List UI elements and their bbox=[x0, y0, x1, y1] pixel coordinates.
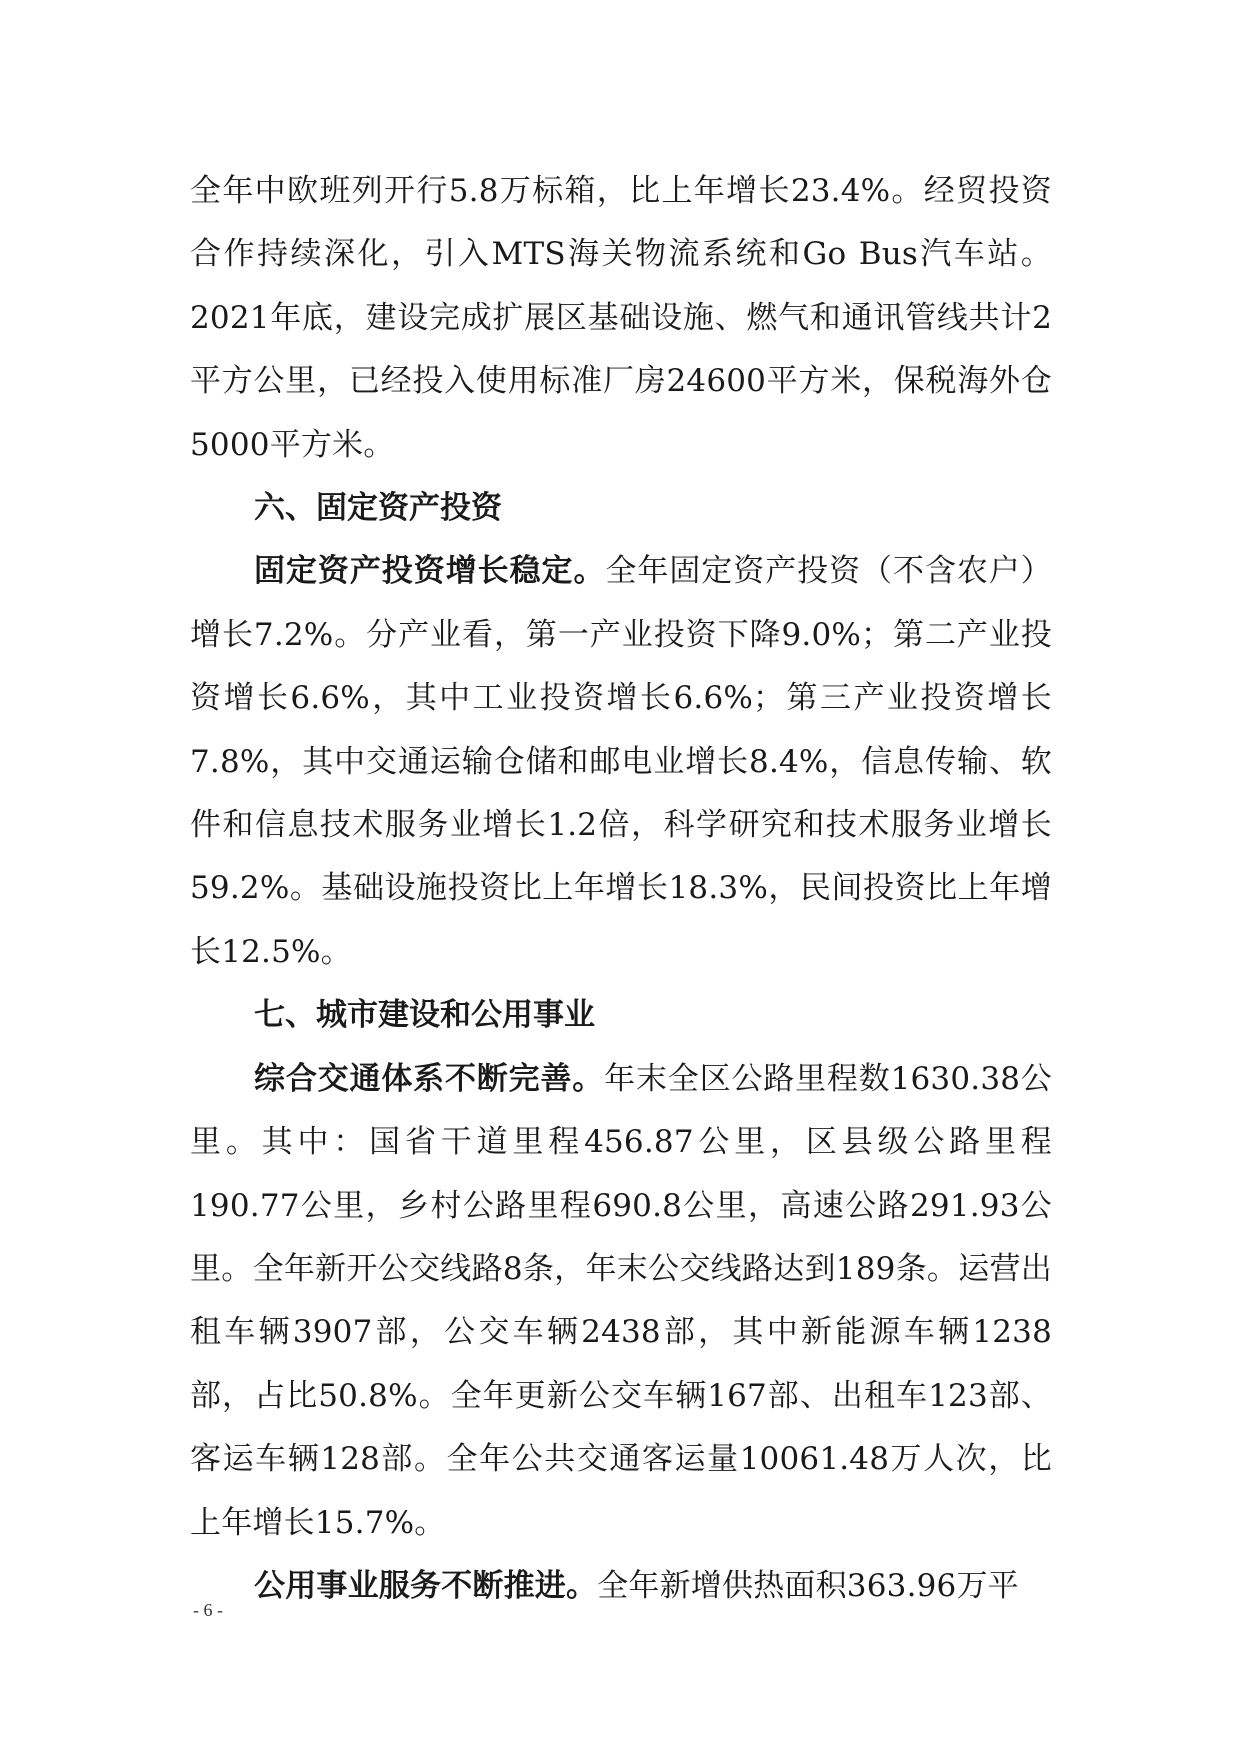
paragraph-fixed-asset-investment bbox=[190, 540, 1052, 984]
paragraph-text: 全年中欧班列开行5.8万标箱，比上年增长23.4%。经贸投资合作持续深化，引入MTS海关物流系统和Go Bus汽车站。2021年底，建设完成扩展区基础设施、燃气和通讯管线共计2平方公里，已经投入使用标准厂房24600平方米，保税海外仓5000平方米。 bbox=[190, 173, 1052, 463]
section-heading-fixed-asset-investment: 六、固定资产投资 bbox=[254, 490, 502, 527]
paragraph-lead: 固定资产投资增长稳定。 bbox=[254, 553, 606, 590]
paragraph-trade-logistics bbox=[190, 160, 1052, 477]
paragraph-text: 全年固定资产投资（不含农户）增长7.2%。分产业看，第一产业投资下降9.0%；第二产业投资增长6.6%，其中工业投资增长6.6%；第三产业投资增长7.8%，其中交通运输仓储和邮电业增长8.4%，信息传输、软件和信息技术服务业增长1.2倍，科学研究和技术服务业增长59.2%。基础设施投资比上年增长18.3%，民间投资比上年增长12.5%。 bbox=[190, 553, 1052, 970]
section-heading-urban-construction: 七、城市建设和公用事业 bbox=[254, 997, 595, 1034]
paragraph-text: 年末全区公路里程数1630.38公里。其中：国省干道里程456.87公里，区县级公路里程190.77公里，乡村公路里程690.8公里，高速公路291.93公里。全年新开公交线路8条，年末公交线路达到189条。运营出租车辆3907部，公交车辆2438部，其中新能源车辆1238部，占比50.8%。全年更新公交车辆167部、出租车123部、客运车辆128部。全年公共交通客运量10061.48万人次，比上年增长15.7%。 bbox=[190, 1060, 1053, 1541]
paragraph-lead: 公用事业服务不断推进。 bbox=[254, 1567, 598, 1604]
paragraph-public-utilities bbox=[190, 1555, 1052, 1618]
paragraph-text: 全年新增供热面积363.96万平 bbox=[597, 1567, 1019, 1604]
page-number: - 6 - bbox=[193, 1600, 223, 1620]
paragraph-lead: 综合交通体系不断完善。 bbox=[254, 1060, 605, 1097]
document-body bbox=[190, 160, 1052, 1618]
paragraph-transport-system bbox=[190, 1048, 1052, 1555]
